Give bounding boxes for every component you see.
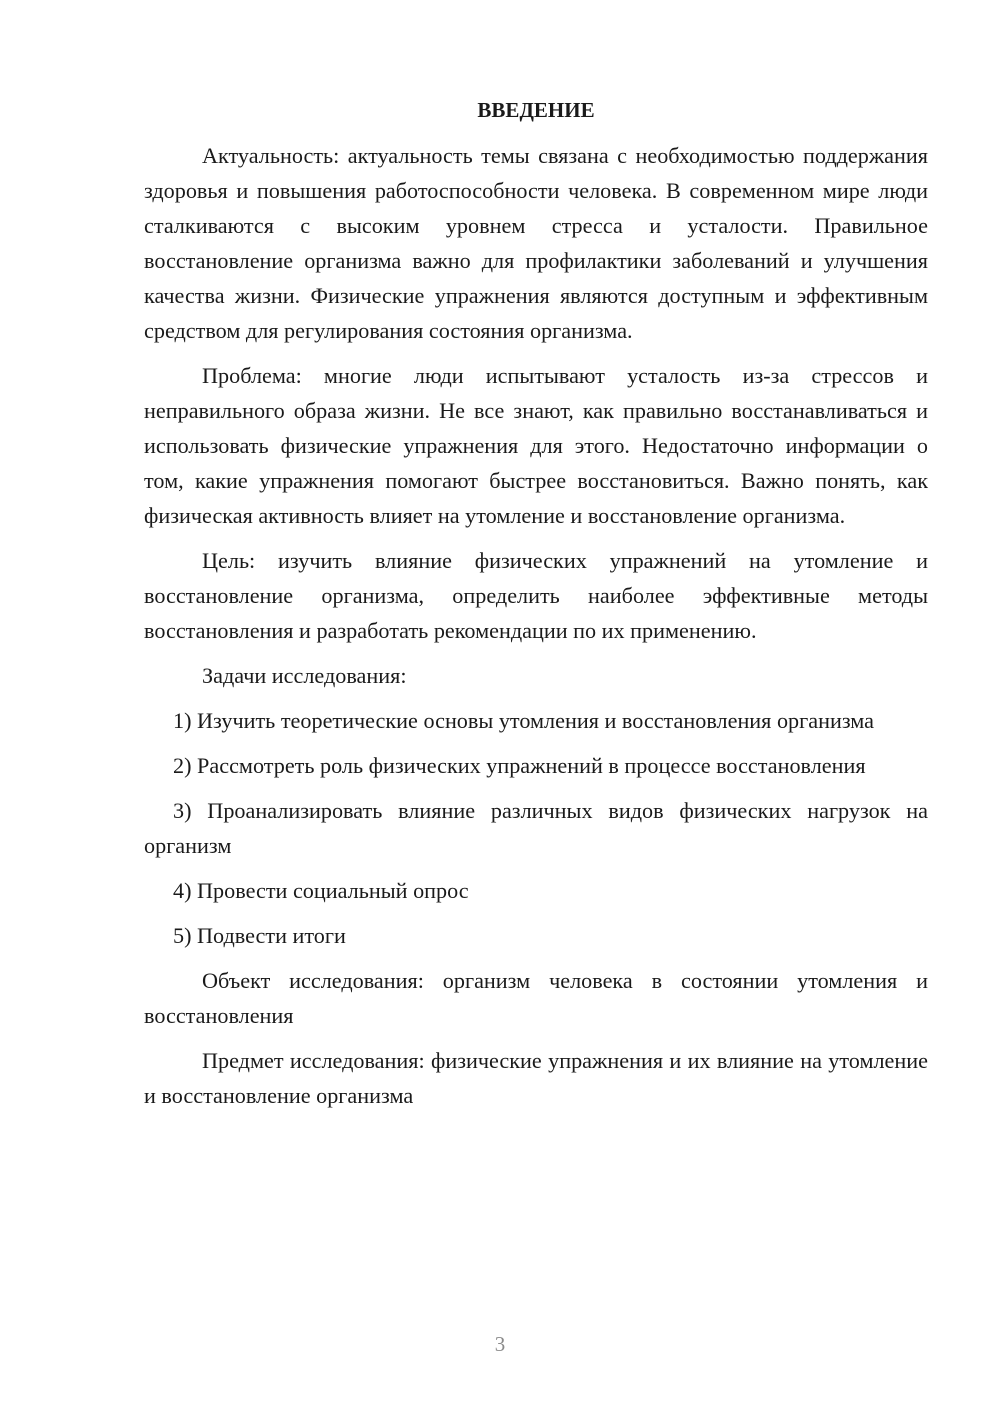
- task-item-5: 5) Подвести итоги: [173, 923, 346, 948]
- paragraph-tasks-intro: Задачи исследования:: [202, 663, 407, 688]
- paragraph-goal: Цель: изучить влияние физических упражнений на утомление и восстановление организма, определить наиболее эффективные методы восстановления и разработать рекомендации по их применению.: [144, 548, 928, 643]
- task-item-3: 3) Проанализировать влияние различных видов физических нагрузок на организм: [144, 798, 928, 858]
- task-item-2: 2) Рассмотреть роль физических упражнений в процессе восстановления: [173, 753, 866, 778]
- page-body: [144, 93, 928, 1123]
- page-number: 3: [494, 1332, 506, 1356]
- paragraph-object: Объект исследования: организм человека в состоянии утомления и восстановления: [144, 968, 928, 1028]
- paragraph-subject: Предмет исследования: физические упражнения и их влияние на утомление и восстановление организма: [144, 1048, 928, 1108]
- tasks-list: [144, 703, 928, 953]
- paragraph-problem: Проблема: многие люди испытывают усталость из-за стрессов и неправильного образа жизни. Не все знают, как правильно восстанавливаться и использовать физические упражнения для этого. Недостаточно информации о том, какие упражнения помогают быстрее восстановиться. Важно понять, как физическая активность влияет на утомление и восстановление организма.: [144, 363, 928, 528]
- task-item-1: 1) Изучить теоретические основы утомления и восстановления организма: [173, 708, 875, 733]
- paragraph-relevance: Актуальность: актуальность темы связана с необходимостью поддержания здоровья и повышения работоспособности человека. В современном мире люди сталкиваются с высоким уровнем стресса и усталости. Правильное восстановление организма важно для профилактики заболеваний и улучшения качества жизни. Физические упражнения являются доступным и эффективным средством для регулирования состояния организма.: [144, 143, 928, 343]
- section-heading: ВВЕДЕНИЕ: [477, 98, 595, 122]
- task-item-4: 4) Провести социальный опрос: [173, 878, 469, 903]
